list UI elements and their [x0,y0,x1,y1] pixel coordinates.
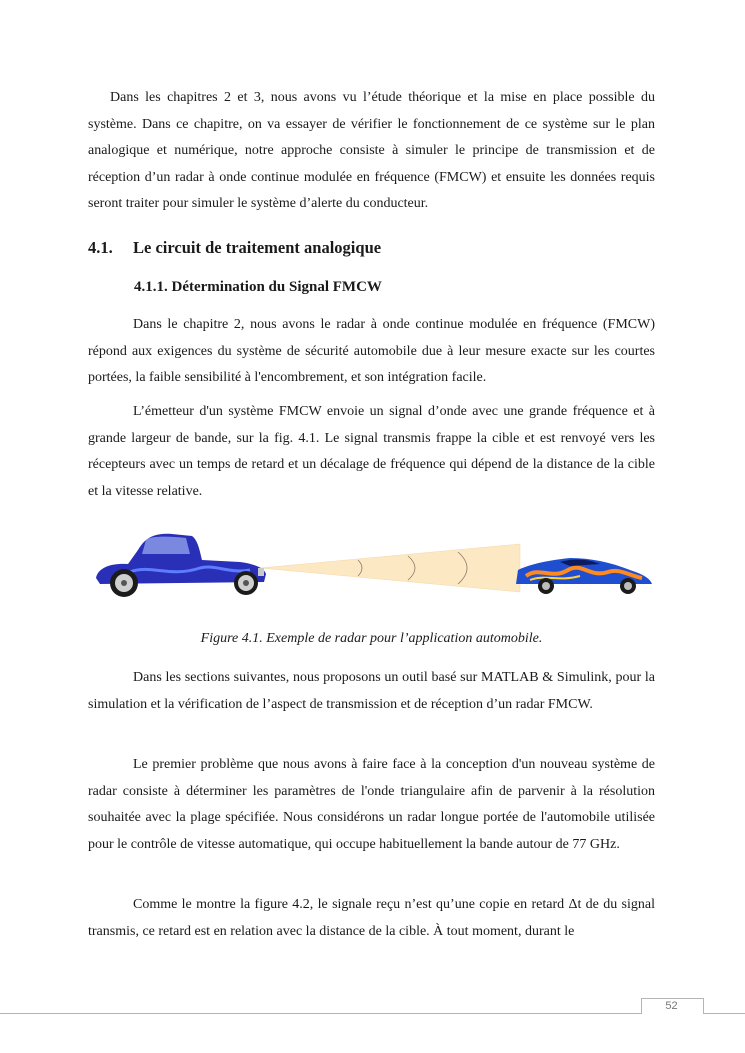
radar-beam [260,544,520,592]
subsection-heading: 4.1.1. Détermination du Signal FMCW [134,279,382,295]
paragraph-first-problem: Le premier problème que nous avons à faire face à la conception d'un nouveau système de radar consiste à déterminer les paramètres de l'onde triangulaire afin de parvenir à la résolution souhaitée avec la plage spécifiée. Nous considérons un radar longue portée de l'automobile utilisée pour le contrôle de vitesse automatique, qui occupe habituellement la bande autour de 77 GHz. [88,757,655,852]
paragraph-matlab: Dans les sections suivantes, nous proposons un outil basé sur MATLAB & Simulink, pour la simulation et la vérification de l’aspect de transmission et de réception d’un radar FMCW. [88,670,655,712]
hotrod-car-icon [96,534,266,597]
sports-car-icon [516,558,652,594]
figure-caption: Figure 4.1. Exemple de radar pour l’application automobile. [200,631,543,646]
paragraph-fmcw-intro: Dans le chapitre 2, nous avons le radar à onde continue modulée en fréquence (FMCW) répond aux exigences du système de sécurité automobile due à leur mesure exacte sur les courtes portées, la faible sensibilité à l'encombrement, et son intégration facile. [88,317,655,385]
radar-figure [90,528,660,608]
section-number: 4.1. [88,238,113,257]
section-title: Le circuit de traitement analogique [133,238,382,257]
intro-paragraph: Dans les chapitres 2 et 3, nous avons vu l’étude théorique et la mise en place possible du système. Dans ce chapitre, on va essayer de vérifier le fonctionnement de ce système sur le plan analogique et numérique, notre approche consiste à simuler le principe de transmission et de réception d’un radar à onde continue modulée en fréquence (FMCW) et ensuite les données requis seront traiter pour simuler le système d’alerte du conducteur. [88,90,655,211]
footer-rule [0,1013,745,1014]
page-number: 52 [665,1000,678,1012]
paragraph-emitter: L’émetteur d'un système FMCW envoie un signal d’onde avec une grande fréquence et à grande largeur de bande, sur la fig. 4.1. Le signal transmis frappe la cible et est renvoyé vers les récepteurs avec un temps de retard et un décalage de fréquence qui dépend de la distance de la cible et la vitesse relative. [88,404,655,499]
section-heading [88,238,381,258]
paragraph-figure-4-2: Comme le montre la figure 4.2, le signale reçu n’est qu’une copie en retard Δt de du signal transmis, ce retard est en relation avec la distance de la cible. À tout moment, durant le [88,897,655,939]
